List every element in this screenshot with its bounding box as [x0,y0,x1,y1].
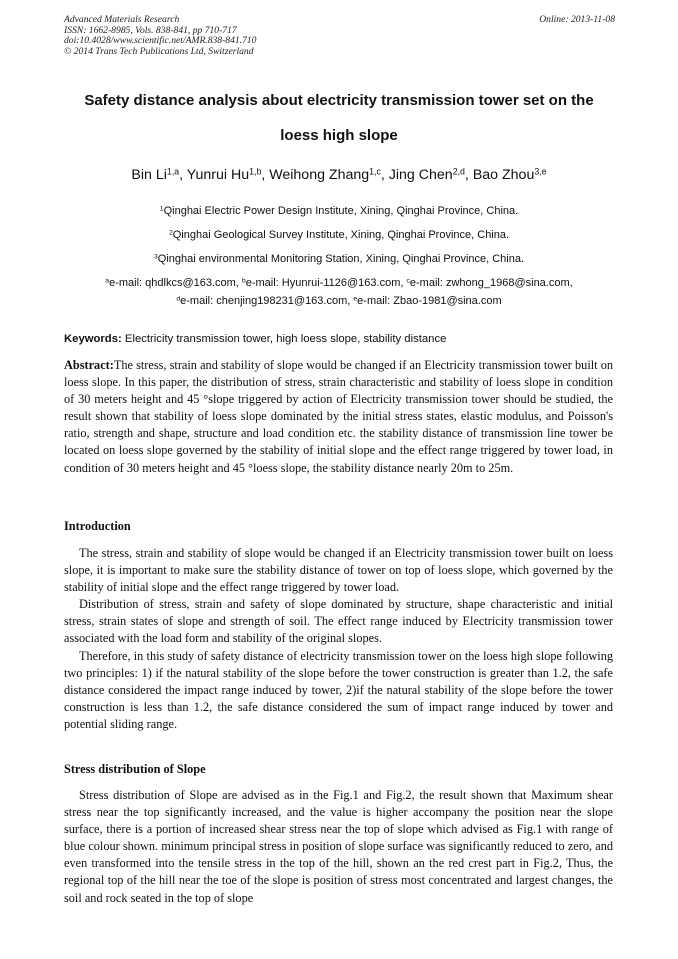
author-sup: 1,c [369,166,381,177]
paragraph: Distribution of stress, strain and safety of slope dominated by structure, shape characteristic and initial stress, strain states of slope and strength of soil. The effect range induced by Electricity transmission tower associated with the load form and stability of the original slopes. [64,597,613,646]
email-text: e-mail: zwhong_1968@sina.com, [409,277,573,289]
email-text: e-mail: qhdlkcs@163.com, [109,277,242,289]
author-name: Bin Li [131,167,167,183]
keywords-text: Electricity transmission tower, high loess slope, stability distance [124,333,447,345]
email-text: e-mail: Hyunrui-1126@163.com, [245,277,407,289]
email-line-2 [40,295,638,307]
abstract-label: Abstract: [64,358,114,372]
paper-title-line-2: loess high slope [280,127,398,144]
author-name: Weihong Zhang [269,167,370,183]
section-heading-stress: Stress distribution of Slope [64,762,206,776]
email-line-1 [40,277,638,289]
author-list: Bin Li$^{1,a}$, Yunrui Hu$^{1,b}$, Weihong Zhang$^{1,c}$, Jing Chen$^{2,d}$, Bao Zhou$^{3,e}$ [131,166,547,183]
keywords [64,333,446,345]
affiliation-text: Qinghai Geological Survey Institute, Xining, Qinghai Province, China. [172,229,510,241]
affiliation-sup: 1 [159,205,164,213]
email-text: e-mail: chenjing198231@163.com, [180,295,354,307]
paragraph: Stress distribution of Slope are advised as in the Fig.1 and Fig.2, the result shown that Maximum shear stress near the top significantly increased, and the value is higher accompany the position near the slope surface, there is a portion of increased shear stress near the top of slope which advised as Fig.1 with range of blue colour shown. minimum principal stress in position of slope surface was significantly reduced to zero, and even transformed into the tensile stress in the top of the hill, shown an the red crest part in Fig.2, Thus, the regional top of the hill near the toe of the slope is position of stress most concentrated and largest changes, the soil and rock seated in the top of slope [64,788,613,905]
affiliation-sup: 2 [168,229,173,237]
affiliation-text: Qinghai Electric Power Design Institute, Xining, Qinghai Province, China. [163,205,519,217]
author-name: Bao Zhou [472,167,535,183]
copyright-line: © 2014 Trans Tech Publications Ltd, Switzerland [64,45,254,57]
paragraph: The stress, strain and stability of slope would be changed if an Electricity transmission tower built on loess slope, it is important to make sure the stability distance of tower on top of loess slope, which governed by the stability of initial slope and the effect range triggered by tower load. [64,546,613,595]
email-sup: c [406,277,410,285]
introduction-body [64,545,613,733]
affiliation [40,229,638,241]
affiliation [40,205,638,217]
affiliation [40,253,638,265]
journal-header [64,15,256,57]
doi-line: doi:10.4028/www.scientific.net/AMR.838-841.710 [64,35,257,47]
section-heading-introduction: Introduction [64,519,131,533]
online-date: Online: 2013-11-08 [539,14,615,25]
paragraph: Therefore, in this study of safety distance of electricity transmission tower on the loess high slope following two principles: 1) if the natural stability of the slope before the tower construction is greater than 1.2, the safe distance considered the impact range induced by tower, 2)if the natural stability of the slope before the tower construction is less than 1.2, the safe distance considered the sum of impact range induced by tower and potential sliding range. [64,648,613,731]
abstract [64,357,613,477]
keywords-label: Keywords: [64,333,122,345]
issn-line: ISSN: 1662-8985, Vols. 838-841, pp 710-717 [64,24,237,36]
paper-title-line-1: Safety distance analysis about electricity transmission tower set on the [84,92,594,109]
author-sup: 1,b [249,166,262,177]
affiliation-text: Qinghai environmental Monitoring Station, Xining, Qinghai Province, China. [157,253,525,265]
stress-body [64,787,613,907]
author-sup: 3,e [534,166,547,177]
abstract-text: The stress, strain and stability of slope would be changed if an Electricity transmission tower built on loess slope. In this paper, the distribution of stress, strain characteristic and stability of loess slope in condition of 30 meters height and 45 °slope triggered by action of Electricity transmission tower should be studied, the result shown that stability of loess slope dominated by the initial stress states, elastic modulus, and Poisson's ratio, strength and shape, structure and load condition etc. the stability distance of transmission line tower be located on loess slope governed by the stability of initial slope and the effect range triggered by tower load, in condition of 30 meters height and 45 °loess slope, the stability distance nearly 20m to 25m. [64,358,613,475]
affiliation-sup: 3 [153,253,158,261]
email-sup: d [176,295,181,303]
email-text: e-mail: Zbao-1981@sina.com [357,295,502,307]
author-sup: 1,a [166,166,180,177]
author-name: Yunrui Hu [186,167,250,183]
journal-name: Advanced Materials Research [64,14,180,25]
author-name: Jing Chen [388,167,453,183]
email-sup: b [241,277,246,285]
author-sup: 2,d [452,166,465,177]
email-sup: a [105,277,110,285]
email-sup: e [353,295,358,303]
